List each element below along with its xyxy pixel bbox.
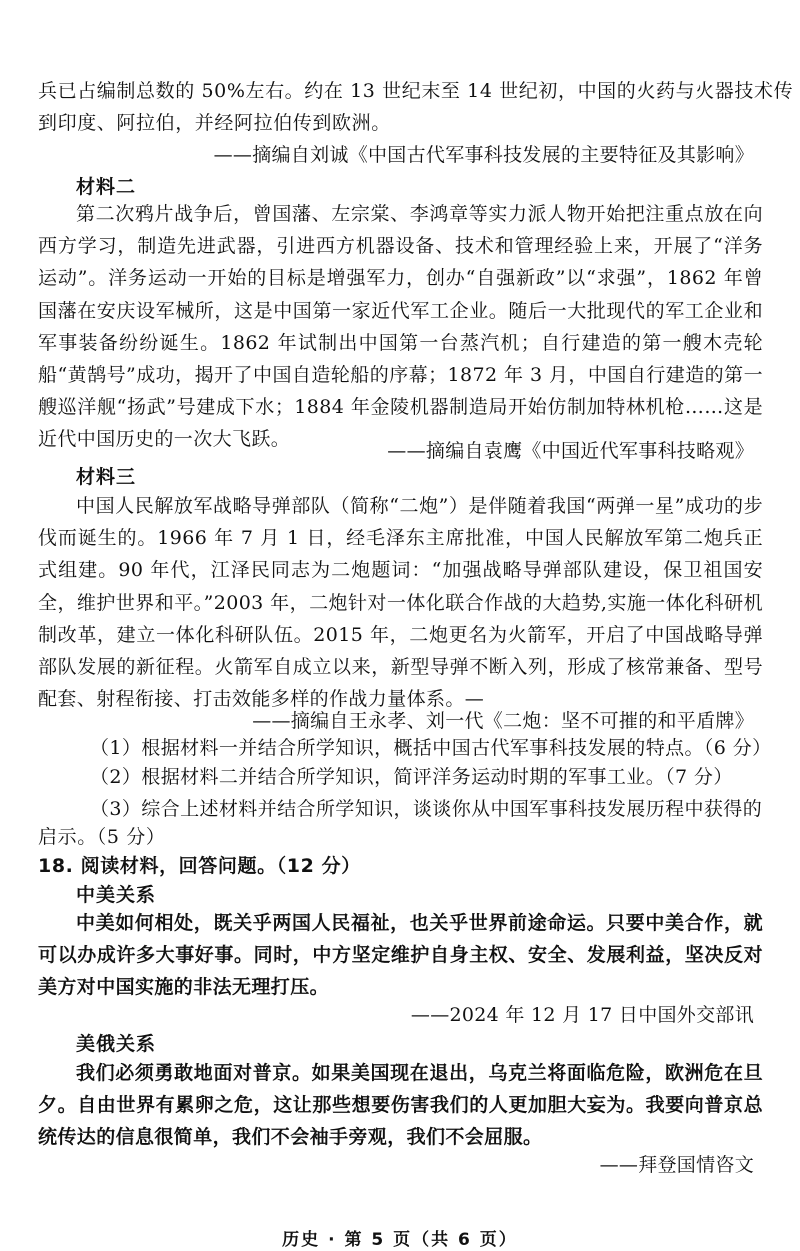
us-russia-source: ——拜登国情咨文 xyxy=(599,1154,754,1176)
question-3-continued: 启示。（5 分） xyxy=(38,826,166,848)
page-footer: 历史 · 第 5 页（共 6 页） xyxy=(282,1230,518,1250)
material-3-heading: 材料三 xyxy=(76,466,137,488)
question-3: （3）综合上述材料并结合所学知识，谈谈你从中国军事科技发展历程中获得的 xyxy=(90,798,763,820)
us-russia-text: 我们必须勇敢地面对普京。如果美国现在退出，乌克兰将面临危险，欧洲危在旦夕。自由世界有累卵之危，这让那些想要伤害我们的人更加胆大妄为。我要向普京总统传达的信息很简单，我们不会袖手旁观，我们不会屈服。 xyxy=(38,1062,763,1149)
question-18-title: 18. 阅读材料，回答问题。（12 分） xyxy=(38,855,361,877)
sino-us-text: 中美如何相处，既关乎两国人民福祉，也关乎世界前途命运。只要中美合作，就可以办成许多大事好事。同时，中方坚定维护自身主权、安全、发展利益，坚决反对美方对中国实施的非法无理打压。 xyxy=(38,912,763,999)
question-2: （2）根据材料二并结合所学知识，简评洋务运动时期的军事工业。（7 分） xyxy=(90,766,733,788)
material-2-heading: 材料二 xyxy=(76,176,137,198)
intro-line-1: 兵已占编制总数的 50%左右。约在 13 世纪末至 14 世纪初，中国的火药与火器技术传 xyxy=(38,80,794,102)
material-2-text: 第二次鸦片战争后，曾国藩、左宗棠、李鸿章等实力派人物开始把注重点放在向西方学习，制造先进武器，引进西方机器设备、技术和管理经验上来，开展了“洋务运动”。洋务运动一开始的目标是增强军力，创办“自强新政”以“求强”，1862 年曾国藩在安庆设军械所，这是中国第一家近代军工企业。随后一大批现代的军工企业和军事装备纷纷诞生。1862 年试制出中国第一台蒸汽机；自行建造的第一艘木壳轮船“黄鹄号”成功，揭开了中国自造轮船的序幕；1872 年 3 月，中国自行建造的第一艘巡洋舰“扬武”号建成下水；1884 年金陵机器制造局开始仿制加特林机枪……这是近代中国历史的一次大飞跃。 xyxy=(38,203,763,451)
intro-line-2: 到印度、阿拉伯，并经阿拉伯传到欧洲。 xyxy=(38,112,391,134)
sino-us-source: ——2024 年 12 月 17 日中国外交部讯 xyxy=(410,1004,754,1026)
material-2-source: ——摘编自袁鹰《中国近代军事科技略观》 xyxy=(387,440,754,462)
question-1: （1）根据材料一并结合所学知识，概括中国古代军事科技发展的特点。（6 分） xyxy=(90,737,772,759)
us-russia-heading: 美俄关系 xyxy=(76,1033,157,1055)
sino-us-heading: 中美关系 xyxy=(76,884,157,906)
material-3-text: 中国人民解放军战略导弹部队（简称“二炮”）是伴随着我国“两弹一星”成功的步伐而诞生的。1966 年 7 月 1 日，经毛泽东主席批准，中国人民解放军第二炮兵正式组建。90 年代，江泽民同志为二炮题词：“加强战略导弹部队建设，保卫祖国安全，维护世界和平。”2003 年，二炮针对一体化联合作战的大趋势,实施一体化科研机制改革，建立一体化科研队伍。2015 年，二炮更名为火箭军，开启了中国战略导弹部队发展的新征程。火箭军自成立以来，新型导弹不断入列，形成了核常兼备、型号配套、射程衔接、打击效能多样的作战力量体系。— xyxy=(38,495,763,711)
intro-source: ——摘编自刘诚《中国古代军事科技发展的主要特征及其影响》 xyxy=(213,144,754,166)
material-3-source: ——摘编自王永孝、刘一代《二炮：坚不可摧的和平盾牌》 xyxy=(252,710,754,732)
